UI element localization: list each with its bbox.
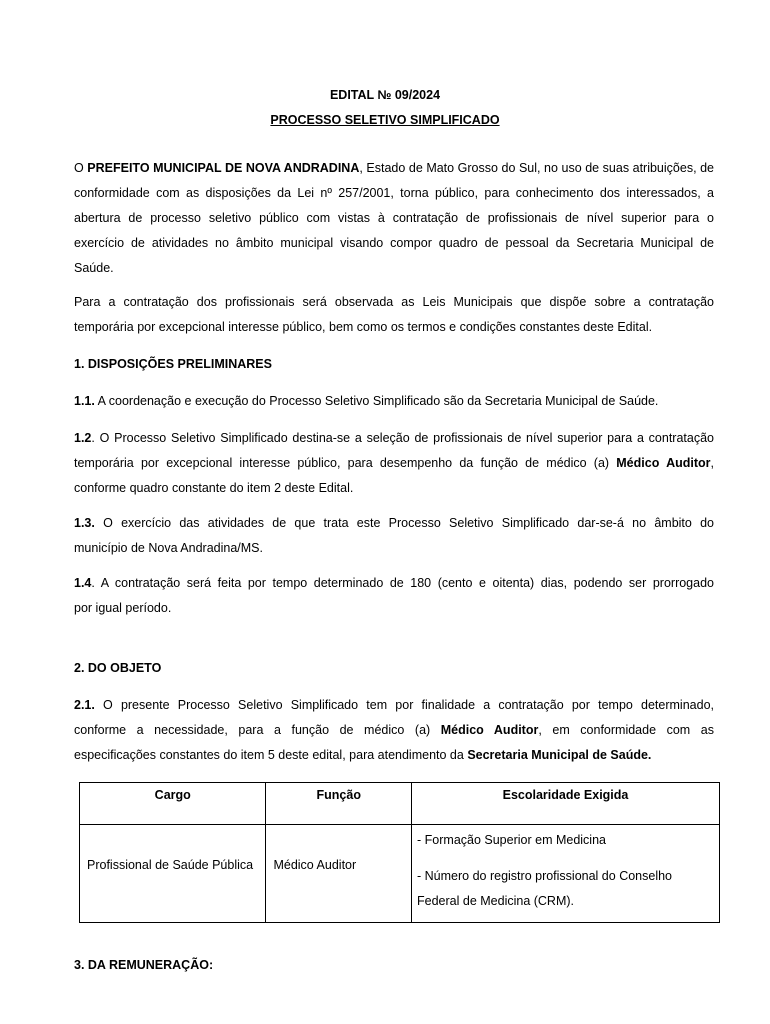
edital-title: EDITAL № 09/2024 (329, 88, 441, 102)
item-1-4: 1.4. A contratação será feita por tempo determinado de 180 (cento e oitenta) dias, podendo ser prorrogado por igual período. (74, 576, 714, 615)
requirement-2: - Número do registro profissional do Conselho (417, 869, 673, 883)
requirement-1: - Formação Superior em Medicina (417, 833, 606, 847)
item-1-3: 1.3. O exercício das atividades de que trata este Processo Seletivo Simplificado dar-se-á no âmbito do município de Nova Andradina/MS. (74, 516, 714, 555)
table-row (80, 825, 720, 923)
section-1-title: 1. DISPOSIÇÕES PRELIMINARES (74, 357, 272, 371)
intro-paragraph: O PREFEITO MUNICIPAL DE NOVA ANDRADINA, Estado de Mato Grosso do Sul, no uso de suas atribuições, de conformidade com as disposições da Lei nº 257/2001, torna público, para conhecimento dos interessados, a abertura de processo seletivo público com vistas à contratação de profissionais de nível superior para o exercício de atividades no âmbito municipal visando compor quadro de pessoal da Secretaria Municipal de Saúde. (74, 161, 714, 275)
header-escolaridade: Escolaridade Exigida (412, 783, 720, 825)
section-3-title: 3. DA REMUNERAÇÃO: (74, 958, 214, 972)
item-2-1: 2.1. O presente Processo Seletivo Simplificado tem por finalidade a contratação por tempo determinado, conforme a necessidade, para a função de médico (a) Médico Auditor, em conformidade com as especificações constantes do item 5 deste edital, para atendimento da Secretaria Municipal de Saúde. (74, 698, 714, 762)
requirement-3: Federal de Medicina (CRM). (417, 894, 575, 908)
header-funcao: Função (266, 783, 412, 825)
edital-subtitle: PROCESSO SELETIVO SIMPLIFICADO (270, 113, 500, 127)
cell-funcao: Médico Auditor (273, 858, 357, 872)
legal-basis-paragraph: Para a contratação dos profissionais será observada as Leis Municipais que dispõe sobre a contratação temporária por excepcional interesse público, bem como os termos e condições constantes deste Edital. (74, 295, 714, 334)
table-header-row (80, 783, 720, 825)
prefeito-name: PREFEITO MUNICIPAL DE NOVA ANDRADINA (87, 161, 360, 175)
item-1-2: 1.2. O Processo Seletivo Simplificado destina-se a seleção de profissionais de nível superior para a contratação temporária por excepcional interesse público, para desempenho da função de médico (a) Médico Auditor, conforme quadro constante do item 2 deste Edital. (74, 431, 714, 495)
cell-cargo: Profissional de Saúde Pública (87, 858, 254, 872)
positions-table (79, 782, 720, 923)
section-2-title: 2. DO OBJETO (74, 661, 162, 675)
header-cargo: Cargo (80, 783, 266, 825)
item-1-1: 1.1. A coordenação e execução do Processo Seletivo Simplificado são da Secretaria Municipal de Saúde. (74, 394, 659, 408)
